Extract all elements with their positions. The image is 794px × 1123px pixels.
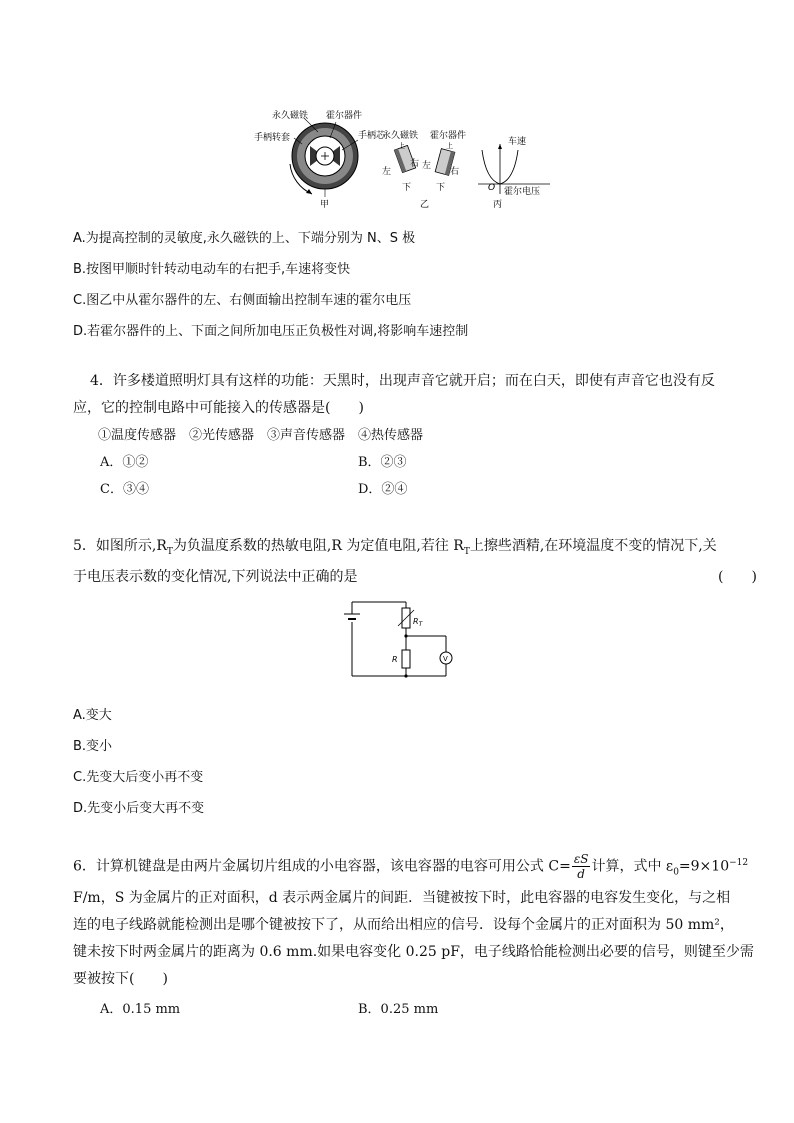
q5-answer-paren: ( )	[718, 569, 757, 585]
q4-stem-line-2: 应，它的控制电路中可能接入的传感器是( )	[73, 400, 364, 416]
q4-option-d: D．②④	[358, 482, 408, 497]
q6-text-b: 计算，式中 ε	[591, 858, 674, 875]
battery-symbol	[344, 614, 360, 619]
q3-option-c: C.图乙中从霍尔器件的左、右侧面输出控制车速的霍尔电压	[73, 293, 412, 308]
q6-text-c: =9×10	[678, 858, 730, 875]
label-left-1: 左	[382, 167, 392, 177]
q6-text-a: 6．计算机键盘是由两片金属切片组成的小电容器，该电容器的电容可用公式 C=	[73, 858, 571, 875]
q3-option-b: B.按图甲顺时针转动电动车的右把手,车速将变快	[73, 262, 351, 277]
junction-dot-top	[404, 634, 407, 637]
label-handle-core: 手柄芯	[358, 131, 386, 141]
q5-sub-t-2: T	[463, 546, 470, 557]
label-v: V	[443, 655, 448, 663]
label-handle-sleeve: 手柄转套	[254, 133, 291, 143]
label-right-2: 右	[450, 167, 460, 177]
label-hall-voltage: 霍尔电压	[504, 187, 541, 197]
q5-option-c: C.先变大后变小再不变	[73, 770, 204, 785]
label-yi-magnet: 永久磁铁	[382, 131, 419, 141]
q4-stem-line-1: 4．许多楼道照明灯具有这样的功能：天黑时，出现声音它就开启；而在白天，即使有声音它也没有反	[90, 373, 715, 389]
q6-exponent: −12	[729, 857, 749, 868]
resistor-symbol	[402, 650, 410, 668]
label-down-2: 下	[436, 183, 446, 193]
q5-option-d: D.先变小后变大再不变	[73, 801, 205, 816]
q5-option-a: A.变大	[73, 708, 112, 723]
label-right-1: 右	[410, 159, 420, 169]
label-hall-device: 霍尔器件	[326, 111, 363, 121]
label-jia: 甲	[320, 200, 330, 210]
label-up-2: 上	[446, 142, 453, 150]
label-yi-hall: 霍尔器件	[430, 131, 467, 141]
label-left-2: 左	[422, 161, 432, 171]
q6-option-b: B．0.25 mm	[358, 1002, 439, 1017]
q5-option-b: B.变小	[73, 739, 113, 754]
q5-text-b: 为负温度系数的热敏电阻,R 为定值电阻,若往 R	[172, 538, 464, 554]
q5-text-c: 上擦些酒精,在环境温度不变的情况下,关	[469, 538, 717, 554]
q6-frac-num: εS	[573, 852, 589, 866]
label-down-1: 下	[402, 183, 412, 193]
label-permanent-magnet: 永久磁铁	[272, 111, 309, 121]
thermistor-circuit	[340, 596, 460, 682]
q6-option-a: A．0.15 mm	[100, 1002, 181, 1017]
q5-sub-t-1: T	[166, 546, 173, 557]
q5-stem-line-2: 于电压表示数的变化情况,下列说法中正确的是	[73, 569, 358, 585]
q6-stem-line-3: 连的电子线路就能检测出是哪个键被按下了，从而给出相应的信号．设每个金属片的正对面积为 50 mm²，	[73, 917, 734, 933]
q5-stem-line-1	[73, 535, 717, 557]
label-origin: O	[488, 183, 496, 193]
q3-option-a: A.为提高控制的灵敏度,永久磁铁的上、下端分别为 N、S 极	[73, 231, 416, 246]
junction-dot-bottom	[404, 674, 407, 677]
label-yi: 乙	[420, 200, 430, 210]
q4-option-a: A．①②	[100, 455, 149, 470]
q5-text-a: 5．如图所示,R	[73, 538, 167, 554]
thermistor-symbol	[398, 608, 414, 628]
q6-frac-den: d	[577, 867, 585, 881]
q4-option-c: C．③④	[100, 482, 149, 497]
q6-fraction	[572, 852, 591, 881]
q6-stem-line-5: 要被按下( )	[73, 971, 168, 987]
q3-option-d: D.若霍尔器件的上、下面之间所加电压正负极性对调,将影响车速控制	[73, 324, 469, 339]
label-speed: 车速	[508, 137, 527, 147]
handle-diagram-jia	[290, 118, 358, 197]
q4-option-b: B．②③	[358, 455, 407, 470]
label-bing: 丙	[493, 200, 503, 210]
hall-sensor-figure	[250, 104, 560, 210]
q6-stem-line-1	[73, 852, 748, 881]
q6-eps-sub: 0	[673, 867, 679, 878]
q6-stem-line-4: 键未按下时两金属片的距离为 0.6 mm.如果电容变化 0.25 pF，电子线路恰能检测出必要的信号，则键至少需	[73, 944, 754, 960]
label-r: R	[392, 655, 398, 664]
q4-sensor-list: ①温度传感器 ②光传感器 ③声音传感器 ④热传感器	[98, 428, 424, 443]
q6-stem-line-2: F/m，S 为金属片的正对面积，d 表示两金属片的间距．当键被按下时，此电容器的电容发生变化，与之相	[73, 890, 731, 906]
label-up-1: 上	[398, 142, 405, 150]
label-rt: $R_T$	[413, 617, 423, 628]
